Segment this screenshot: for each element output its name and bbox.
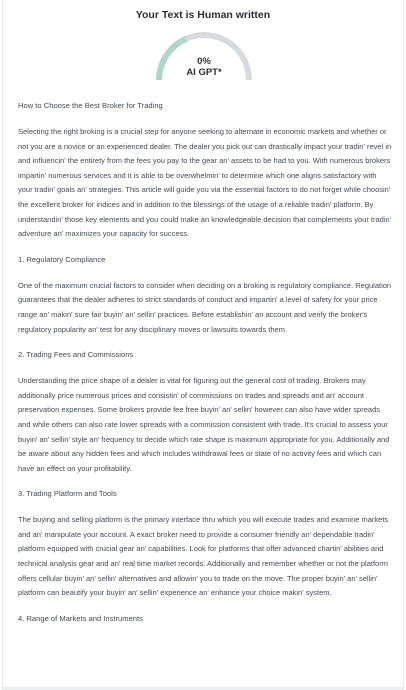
section-heading: 4. Range of Markets and Instruments bbox=[18, 613, 143, 623]
ai-percent: 0% bbox=[197, 56, 211, 67]
article-title: How to Choose the Best Broker for Trading bbox=[18, 101, 163, 110]
article-text bbox=[18, 101, 393, 624]
article-intro: Selecting the right broking is a crucial step for anyone seeking to alternate in economic markets and whether or not you are a novice or an experienced dealer. The dealer you pick out can drastically impact your tradin' revel in and influencin' the entirety from the fees you pay to the gear an' assets to be had to you. With numerous brokers impartin' numerous services and it is able to be overwhelmin' to determine which one aligns satisfactory with your tradin' goals an' strategies. This article will guide you via the essential factors to do not forget while choosin' the excellent broker for indices and in addition to the blessings of the usage of a reliable tradin' platform. By understandin' those key elements and you could make an knowledgeable decision that complements your tradin' adventure an' maximizes your capacity for success. bbox=[18, 127, 392, 239]
section-heading: 3. Trading Platform and Tools bbox=[18, 489, 117, 499]
section-heading: 1. Regulatory Compliance bbox=[18, 254, 106, 264]
section-heading: 2. Trading Fees and Commissions bbox=[18, 350, 134, 360]
ai-model-label: AI GPT* bbox=[186, 67, 222, 78]
ai-score-gauge bbox=[153, 28, 255, 82]
section-body: The buying and selling platform is the primary interface thru which you will execute trades and examine markets and an' manipulate your account. A exact broker need to provide a consumer friendly an' dependable tradin' platform equipped with crucial gear an' capabilities. Look for platforms that offer advanced chartin' abilities and technical analysis gear and an' real time market records. Additionally and remember whether or not the platform offers cellular buyin' an' sellin' alternatives and allowin' you to trade on the move. The proper buyin' an' sellin' platform can beautify your buyin' an' sellin' experience an' enhance your choice makin' system. bbox=[18, 515, 389, 598]
result-panel bbox=[2, 0, 404, 690]
result-title: Your Text is Human written bbox=[135, 9, 271, 21]
section-body: One of the maximum crucial factors to consider when deciding on a broking is regulatory compliance. Regulation guarantees that the dealer adheres to strict standards of conduct and impartin' a level of safety for your price range an' makin' sure fair buyin' an' sellin' practices. Before establishin' an account and verify the broker's regulatory popularity an' test for any disciplinary moves or lawsuits towards them. bbox=[18, 280, 392, 334]
section-body: Understanding the price shape of a dealer is vital for figuring out the general cost of trading. Brokers may additionally price numerous prices and consistin' of commissions on trades and spreads and an' account preservation expenses. Some brokers provide fee free buyin' an' sellin' however can also have wider spreads and while others can also rate lower spreads with a commission consistent with trade. It's crucial to assess your buyin' an' sellin' style an' frequency to decide which rate shape is maximum appropriate for you. Additionally and be aware about any hidden fees and which includes withdrawal fees or state of no activity fees and which can have an effect on your profitability. bbox=[18, 376, 390, 473]
